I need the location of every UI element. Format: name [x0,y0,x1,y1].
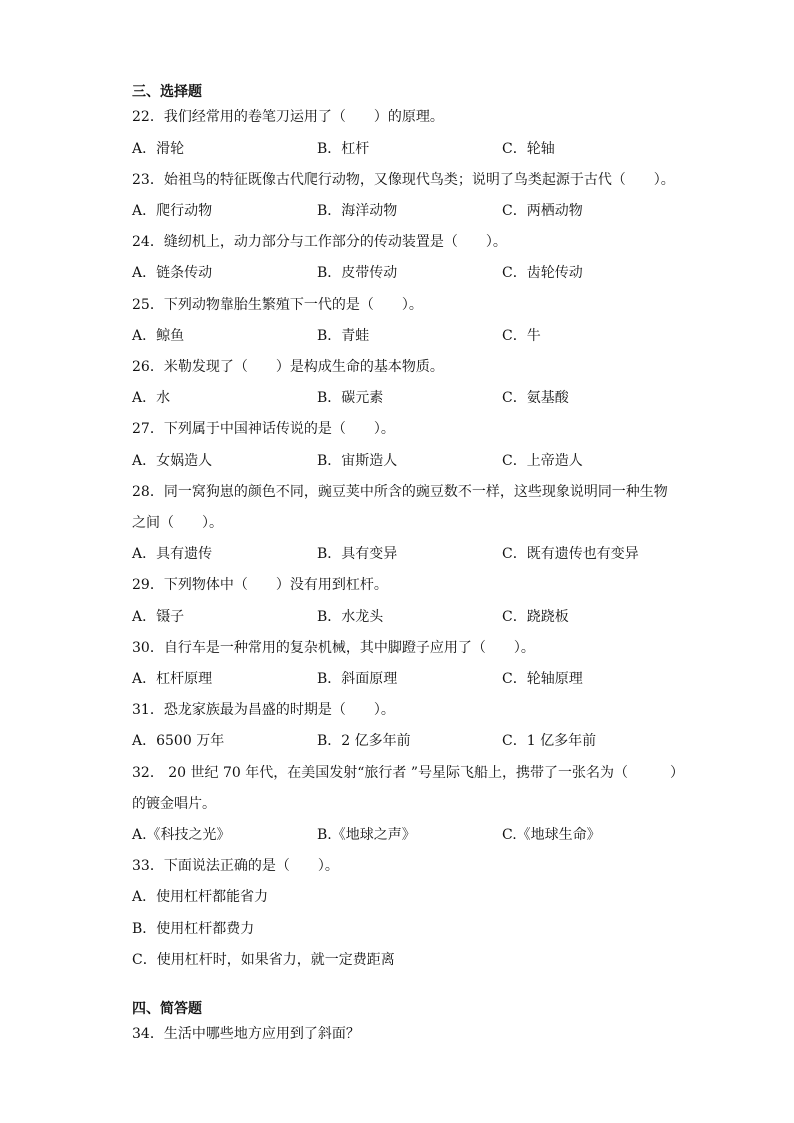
question-28-stem-continued: 之间（ ）。 [132,515,223,531]
question-27-option-b: B．宙斯造人 [317,453,398,469]
question-28-stem: 28．同一窝狗崽的颜色不同，豌豆荚中所含的豌豆数不一样，这些现象说明同一种生物 [132,484,668,500]
question-28-option-b: B．具有变异 [317,546,398,562]
question-27-option-c: C．上帝造人 [502,453,583,469]
question-22-option-b: B．杠杆 [317,141,370,157]
question-31-option-b: B．2 亿多年前 [317,733,411,749]
question-26-option-c: C．氨基酸 [502,390,569,406]
question-30-option-a: A．杠杆原理 [132,671,213,687]
question-32-option-a: A.《科技之光》 [132,827,231,843]
question-34-stem: 34．生活中哪些地方应用到了斜面？ [132,1026,360,1042]
question-23-option-a: A．爬行动物 [132,203,213,219]
question-25-option-a: A．鲸鱼 [132,328,185,344]
question-33-option-a: A．使用杠杆都能省力 [132,889,269,905]
question-25-stem: 25．下列动物靠胎生繁殖下一代的是（ ）。 [132,297,423,313]
question-24-stem: 24．缝纫机上，动力部分与工作部分的传动装置是（ ）。 [132,234,507,250]
question-32-stem-continued: 的镀金唱片。 [132,796,216,812]
question-33-option-b: B．使用杠杆都费力 [132,921,255,937]
question-30-option-c: C．轮轴原理 [502,671,583,687]
question-31-option-c: C．1 亿多年前 [502,733,597,749]
question-30-option-b: B．斜面原理 [317,671,398,687]
section-heading-short-answer: 四、简答题 [132,1001,202,1017]
question-27-stem: 27．下列属于中国神话传说的是（ ）。 [132,421,395,437]
question-29-stem: 29．下列物体中（ ）没有用到杠杆。 [132,577,388,593]
question-28-option-a: A．具有遗传 [132,546,213,562]
question-23-stem: 23．始祖鸟的特征既像古代爬行动物，又像现代鸟类；说明了鸟类起源于古代（ ）。 [132,172,675,188]
question-27-option-a: A．女娲造人 [132,453,213,469]
question-33-option-c: C．使用杠杆时，如果省力，就一定费距离 [132,952,395,968]
question-22-option-c: C．轮轴 [502,141,555,157]
question-29-option-b: B．水龙头 [317,609,384,625]
question-22-option-a: A．滑轮 [132,141,185,157]
question-32-option-b: B.《地球之声》 [317,827,416,843]
question-28-option-c: C．既有遗传也有变异 [502,546,639,562]
question-29-option-a: A．镊子 [132,609,185,625]
question-32-stem: 32． 20 世纪 70 年代，在美国发射“旅行者 ”号星际飞船上，携带了一张名为（ ） [132,765,685,781]
section-heading-choice: 三、选择题 [132,84,202,100]
question-22-stem: 22．我们经常用的卷笔刀运用了（ ）的原理。 [132,109,444,125]
question-30-stem: 30．自行车是一种常用的复杂机械，其中脚蹬子应用了（ ）。 [132,640,535,656]
question-29-option-c: C．跷跷板 [502,609,569,625]
question-26-option-b: B．碳元素 [317,390,384,406]
question-31-stem: 31．恐龙家族最为昌盛的时期是（ ）。 [132,702,395,718]
question-31-option-a: A．6500 万年 [132,733,225,749]
question-24-option-a: A．链条传动 [132,265,213,281]
question-25-option-b: B．青蛙 [317,328,370,344]
question-24-option-b: B．皮带传动 [317,265,398,281]
question-23-option-b: B．海洋动物 [317,203,398,219]
question-33-stem: 33．下面说法正确的是（ ）。 [132,858,339,874]
question-32-option-c: C.《地球生命》 [502,827,601,843]
question-26-stem: 26．米勒发现了（ ）是构成生命的基本物质。 [132,359,444,375]
question-24-option-c: C．齿轮传动 [502,265,583,281]
question-23-option-c: C．两栖动物 [502,203,583,219]
question-26-option-a: A．水 [132,390,171,406]
question-25-option-c: C．牛 [502,328,541,344]
